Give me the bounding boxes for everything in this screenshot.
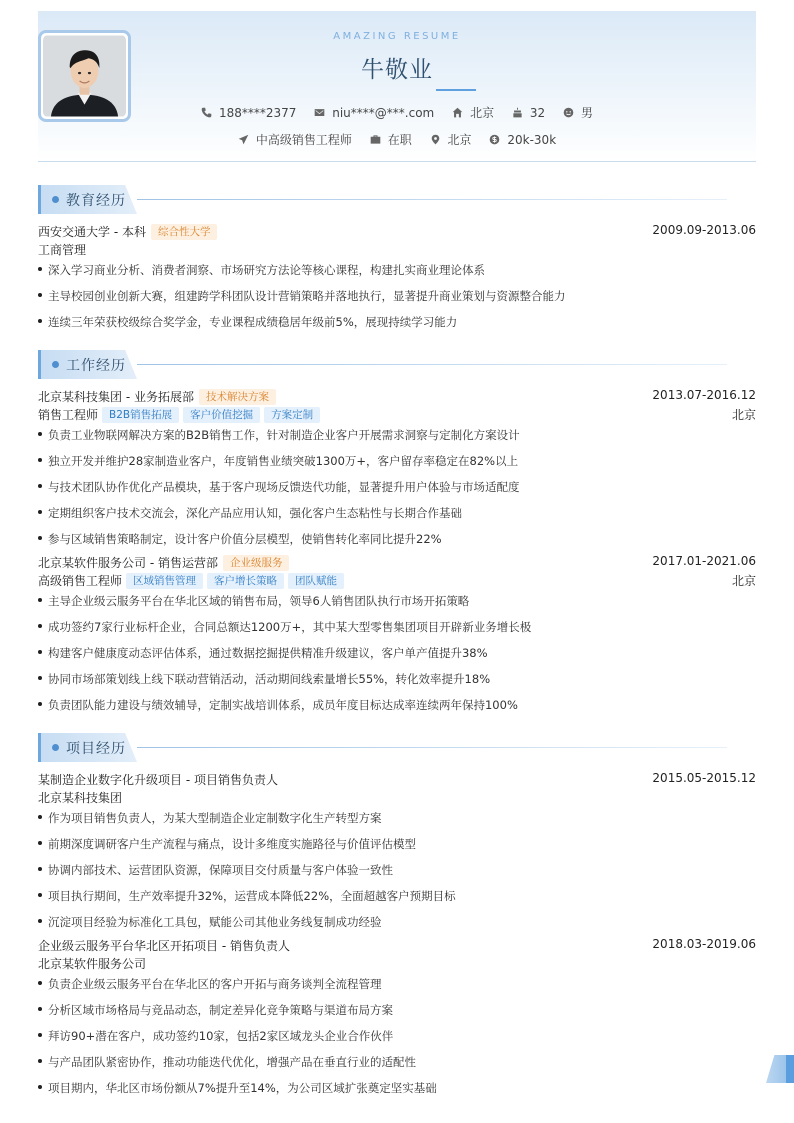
- mail-icon: [314, 107, 325, 118]
- project-date: 2018.03-2019.06: [652, 937, 756, 951]
- phone-text: 188****2377: [218, 105, 297, 120]
- company-badge: 技术解决方案: [199, 389, 276, 405]
- gender-text: 男: [581, 106, 594, 120]
- send-icon: [238, 134, 249, 145]
- section-title: 工作经历: [66, 358, 126, 374]
- section-title: 教育经历: [66, 193, 126, 209]
- resume-header: [38, 11, 756, 162]
- school-badge: 综合性大学: [151, 224, 218, 240]
- city-text: 北京: [470, 106, 495, 120]
- email-info: [314, 106, 434, 120]
- gender-icon: [563, 107, 574, 118]
- company-name: 北京某软件服务公司 - 销售运营部: [38, 556, 218, 570]
- target-city-text: 北京: [447, 133, 472, 147]
- work-role-row-2: [38, 572, 756, 590]
- section-projects: [38, 733, 728, 762]
- age-text: 32: [529, 105, 546, 120]
- skill-tag: 团队赋能: [288, 573, 344, 589]
- section-divider: [137, 364, 727, 365]
- project-name: 企业级云服务平台华北区开拓项目 - 销售负责人: [38, 939, 290, 953]
- project-entry-1: [38, 771, 756, 789]
- section-dot-icon: [52, 744, 59, 751]
- position-info: [238, 131, 352, 148]
- major: 工商管理: [38, 243, 87, 257]
- skill-tag: B2B销售拓展: [102, 407, 179, 423]
- work-city: 北京: [731, 408, 756, 422]
- education-major-row: [38, 241, 756, 259]
- section-dot-icon: [52, 196, 59, 203]
- project-entry-2: [38, 937, 756, 955]
- candidate-name: 牛敬业: [361, 57, 433, 83]
- project-org-row-1: [38, 789, 756, 807]
- age-info: [512, 106, 545, 120]
- company-badge: 企业级服务: [223, 555, 290, 571]
- target-city-info: [430, 131, 472, 148]
- salary-text: 20k-30k: [507, 132, 557, 147]
- briefcase-icon: [370, 134, 381, 145]
- home-icon: [452, 107, 463, 118]
- project-date: 2015.05-2015.12: [652, 771, 756, 785]
- job-role: 销售工程师: [38, 408, 99, 422]
- section-education: [38, 185, 728, 214]
- section-divider: [137, 199, 727, 200]
- work-city: 北京: [731, 574, 756, 588]
- project-org: 北京某科技集团: [38, 791, 123, 805]
- salary-icon: [489, 134, 500, 145]
- email-text: niu****@***.com: [332, 105, 435, 120]
- status-info: [370, 131, 412, 148]
- resume-subtitle: AMAZING RESUME: [333, 31, 461, 42]
- company-name: 北京某科技集团 - 业务拓展部: [38, 390, 194, 404]
- salary-info: [489, 133, 556, 147]
- project-name: 某制造企业数字化升级项目 - 项目销售负责人: [38, 773, 278, 787]
- work-entry-1: [38, 388, 756, 406]
- education-date: 2009.09-2013.06: [652, 223, 756, 237]
- school-name: 西安交通大学 - 本科: [38, 225, 146, 239]
- city-info: [452, 104, 494, 121]
- phone-icon: [201, 107, 212, 118]
- gender-info: [563, 104, 593, 121]
- work-date: 2017.01-2021.06: [652, 554, 756, 568]
- work-entry-2: [38, 554, 756, 572]
- cake-icon: [512, 107, 523, 118]
- location-pin-icon: [430, 134, 441, 145]
- position-text: 中高级销售工程师: [255, 133, 352, 147]
- section-work: [38, 350, 728, 379]
- corner-decoration: [766, 1055, 794, 1083]
- section-dot-icon: [52, 361, 59, 368]
- job-role: 高级销售工程师: [38, 574, 123, 588]
- work-date: 2013.07-2016.12: [652, 388, 756, 402]
- skill-tag: 方案定制: [264, 407, 320, 423]
- work-role-row-1: [38, 406, 756, 424]
- phone-info: [201, 106, 296, 120]
- skill-tag: 区域销售管理: [126, 573, 203, 589]
- section-title: 项目经历: [66, 741, 126, 757]
- job-intent-row: [38, 131, 756, 148]
- education-entry: [38, 223, 756, 241]
- project-org-row-2: [38, 955, 756, 973]
- name-underline: [436, 89, 476, 91]
- section-divider: [137, 747, 727, 748]
- contact-row: [38, 104, 756, 121]
- skill-tag: 客户价值挖掘: [183, 407, 260, 423]
- project-org: 北京某软件服务公司: [38, 957, 147, 971]
- skill-tag: 客户增长策略: [207, 573, 284, 589]
- status-text: 在职: [387, 133, 412, 147]
